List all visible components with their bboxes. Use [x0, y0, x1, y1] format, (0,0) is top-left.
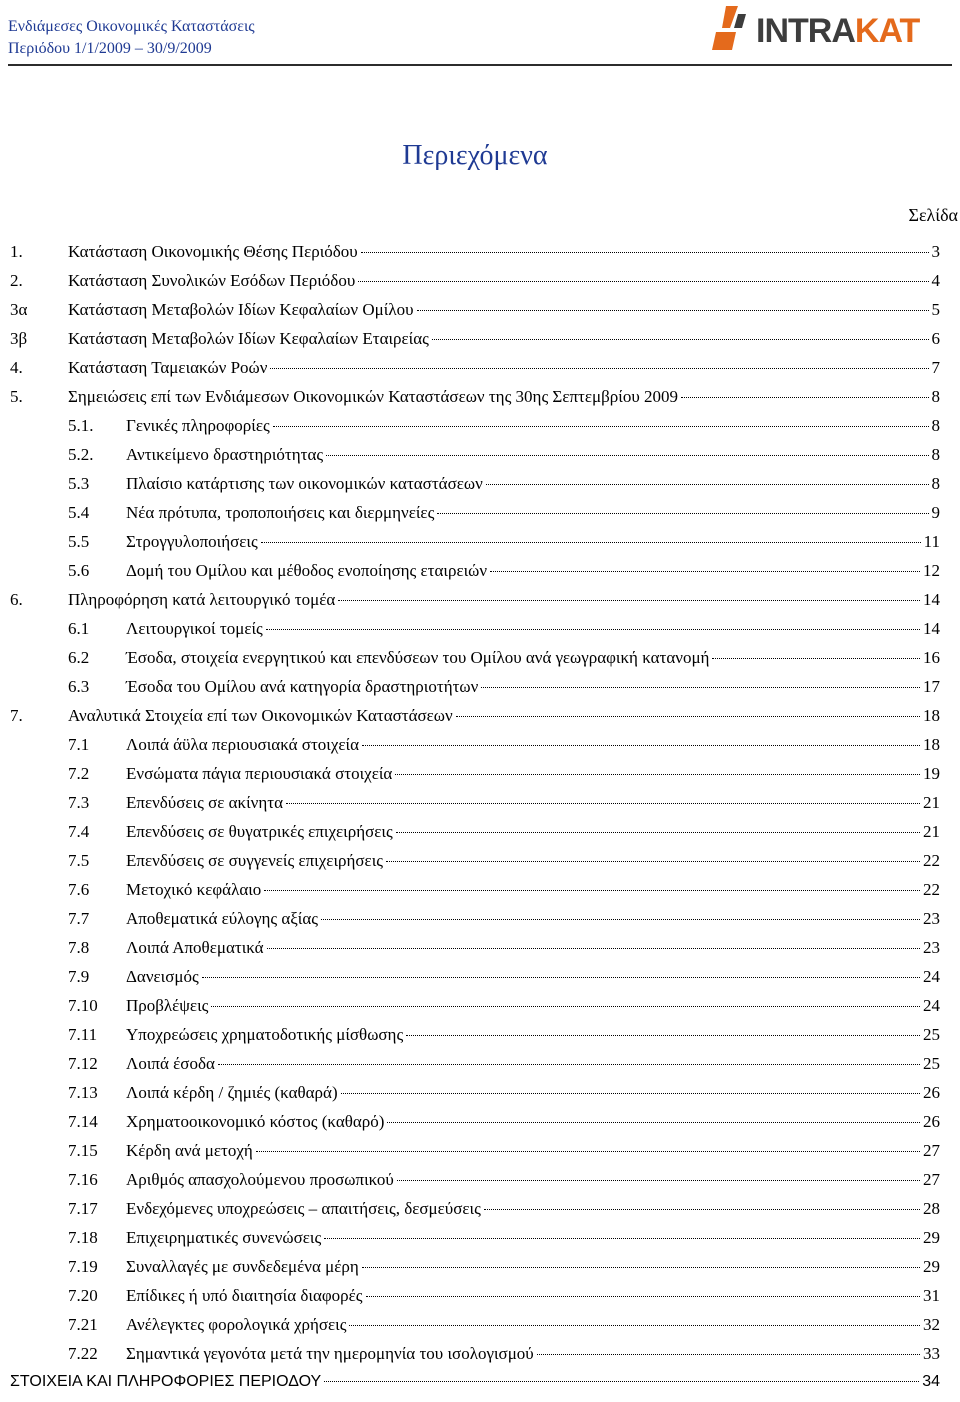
dot-leader — [387, 1122, 920, 1123]
dot-leader — [261, 542, 921, 543]
dot-leader — [324, 1381, 919, 1382]
toc-entry-page: 33 — [923, 1344, 940, 1363]
company-logo — [712, 6, 942, 52]
toc-entry[interactable] — [0, 648, 940, 677]
dot-leader — [338, 600, 920, 601]
toc-entry-page: 12 — [923, 561, 940, 580]
toc-entry-title: Λοιπά άϋλα περιουσιακά στοιχεία — [126, 735, 360, 754]
dot-leader — [324, 1238, 920, 1239]
toc-entry-number: 7.15 — [68, 1141, 98, 1160]
toc-entry-title: Πλαίσιο κατάρτισης των οικονομικών καταστάσεων — [126, 474, 483, 493]
dot-leader — [396, 832, 920, 833]
dot-leader — [264, 890, 920, 891]
toc-entry-number: 7.9 — [68, 967, 90, 986]
toc-entry[interactable] — [0, 387, 940, 416]
toc-entry[interactable] — [0, 706, 940, 735]
toc-entry-page: 4 — [931, 271, 940, 290]
toc-entry[interactable] — [0, 329, 940, 358]
toc-entry-page: 18 — [923, 735, 940, 754]
toc-entry-number: 7.14 — [68, 1112, 98, 1131]
toc-entry-number: 7.13 — [68, 1083, 98, 1102]
dot-leader — [256, 1151, 920, 1152]
toc-entry-page: 29 — [923, 1228, 940, 1247]
toc-entry-page: 11 — [923, 532, 940, 551]
toc-entry-title: Μετοχικό κεφάλαιο — [126, 880, 262, 899]
toc-entry[interactable] — [0, 300, 940, 329]
toc-entry-title: Χρηματοοικονομικό κόστος (καθαρό) — [126, 1112, 385, 1131]
header-divider — [8, 64, 952, 66]
toc-entry-title: Προβλέψεις — [126, 996, 209, 1015]
toc-entry-page: 28 — [923, 1199, 940, 1218]
toc-entry-title: Λοιπά κέρδη / ζημιές (καθαρά) — [126, 1083, 338, 1102]
dot-leader — [341, 1093, 920, 1094]
dot-leader — [321, 919, 920, 920]
toc-entry-page: 8 — [931, 387, 940, 406]
toc-entry-title: Αριθμός απασχολούμενου προσωπικού — [126, 1170, 394, 1189]
toc-entry-page: 8 — [931, 474, 940, 493]
toc-entry-number: 4. — [10, 358, 23, 377]
toc-entry-page: 32 — [923, 1315, 940, 1334]
toc-entry-page: 14 — [923, 619, 940, 638]
dot-leader — [395, 774, 920, 775]
toc-entry[interactable] — [0, 1344, 940, 1373]
toc-entry-page: 21 — [923, 793, 940, 812]
dot-leader — [537, 1354, 920, 1355]
toc-entry-number: 7.2 — [68, 764, 90, 783]
toc-entry-title: Σημειώσεις επί των Ενδιάμεσων Οικονομικών Καταστάσεων της 30ης Σεπτεμβρίου 2009 — [68, 387, 678, 406]
logo-wordmark: INTRAKAT — [756, 12, 920, 50]
toc-entry[interactable] — [0, 561, 940, 590]
toc-entry-title: Επενδύσεις σε θυγατρικές επιχειρήσεις — [126, 822, 393, 841]
dot-leader — [326, 455, 928, 456]
toc-entry-page: 14 — [923, 590, 940, 609]
toc-entry-page: 26 — [923, 1083, 940, 1102]
toc-entry-number: 7. — [10, 706, 23, 725]
toc-entry-page: 34 — [922, 1373, 940, 1390]
toc-entry[interactable] — [0, 1025, 940, 1054]
dot-leader — [681, 397, 929, 398]
toc-entry-title: Επενδύσεις σε συγγενείς επιχειρήσεις — [126, 851, 384, 870]
toc-entry-page: 27 — [923, 1141, 940, 1160]
toc-entry[interactable] — [0, 503, 940, 532]
toc-entry-number: 7.22 — [68, 1344, 98, 1363]
toc-entry-number: 5.5 — [68, 532, 90, 551]
toc-entry-title: Λοιπά Αποθεματικά — [126, 938, 264, 957]
toc-entry-number: 5.1. — [68, 416, 94, 435]
toc-entry-number: 5. — [10, 387, 23, 406]
toc-entry-number: 6.2 — [68, 648, 90, 667]
dot-leader — [361, 252, 929, 253]
toc-entry[interactable] — [0, 1373, 940, 1402]
toc-entry-page: 22 — [923, 880, 940, 899]
dot-leader — [366, 1296, 920, 1297]
table-of-contents — [0, 242, 940, 1402]
toc-entry-number: 7.8 — [68, 938, 90, 957]
toc-entry-title: Επενδύσεις σε ακίνητα — [126, 793, 283, 812]
toc-entry-title: Δομή του Ομίλου και μέθοδος ενοποίησης εταιρειών — [126, 561, 488, 580]
header-period: Περιόδου 1/1/2009 – 30/9/2009 — [8, 40, 212, 57]
header-title: Ενδιάμεσες Οικονομικές Καταστάσεις — [8, 18, 255, 35]
toc-entry-page: 8 — [931, 445, 940, 464]
toc-entry-number: 7.5 — [68, 851, 90, 870]
toc-entry-page: 25 — [923, 1054, 940, 1073]
toc-entry-number: 5.2. — [68, 445, 94, 464]
toc-entry-page: 8 — [931, 416, 940, 435]
toc-entry-title: Νέα πρότυπα, τροποποιήσεις και διερμηνείες — [126, 503, 435, 522]
toc-entry[interactable] — [0, 1286, 940, 1315]
toc-entry-title: Κατάσταση Οικονομικής Θέσης Περιόδου — [68, 242, 358, 261]
toc-entry-page: 5 — [931, 300, 940, 319]
toc-entry-number: 1. — [10, 242, 23, 261]
toc-entry-title: Ενσώματα πάγια περιουσιακά στοιχεία — [126, 764, 393, 783]
toc-entry-number: 7.1 — [68, 735, 90, 754]
toc-entry-number: 7.7 — [68, 909, 90, 928]
toc-entry-number: 7.4 — [68, 822, 90, 841]
toc-entry-page: 31 — [923, 1286, 940, 1305]
toc-entry[interactable] — [0, 909, 940, 938]
toc-entry[interactable] — [0, 271, 940, 300]
toc-entry-page: 19 — [923, 764, 940, 783]
toc-entry-title: Ενδεχόμενες υποχρεώσεις – απαιτήσεις, δεσμεύσεις — [126, 1199, 481, 1218]
toc-entry[interactable] — [0, 1199, 940, 1228]
toc-entry-number: 7.3 — [68, 793, 90, 812]
toc-entry-number: 7.18 — [68, 1228, 98, 1247]
dot-leader — [417, 310, 929, 311]
toc-entry-number: 6.3 — [68, 677, 90, 696]
toc-entry-number: 3α — [10, 300, 28, 319]
dot-leader — [386, 861, 920, 862]
logo-mark-icon — [712, 6, 748, 50]
dot-leader — [397, 1180, 920, 1181]
toc-entry[interactable] — [0, 1170, 940, 1199]
toc-entry-title: Λειτουργικοί τομείς — [126, 619, 263, 638]
toc-entry-title: Έσοδα του Ομίλου ανά κατηγορία δραστηριοτήτων — [126, 677, 479, 696]
toc-entry-number: 3β — [10, 329, 28, 348]
toc-entry[interactable] — [0, 1054, 940, 1083]
toc-entry-number: 6.1 — [68, 619, 90, 638]
toc-entry[interactable] — [0, 445, 940, 474]
toc-entry[interactable] — [0, 1141, 940, 1170]
dot-leader — [267, 948, 920, 949]
toc-entry-number: 7.16 — [68, 1170, 98, 1189]
toc-entry-title: Κατάσταση Συνολικών Εσόδων Περιόδου — [68, 271, 356, 290]
toc-entry-title: Λοιπά έσοδα — [126, 1054, 215, 1073]
toc-entry-number: 6. — [10, 590, 23, 609]
toc-entry-number: 7.6 — [68, 880, 90, 899]
dot-leader — [484, 1209, 920, 1210]
toc-entry-title: ΣΤΟΙΧΕΙΑ ΚΑΙ ΠΛΗΡΟΦΟΡΙΕΣ ΠΕΡΙΟΔΟΥ — [10, 1373, 322, 1390]
toc-entry-page: 6 — [931, 329, 940, 348]
dot-leader — [432, 339, 929, 340]
dot-leader — [273, 426, 929, 427]
toc-entry[interactable] — [0, 967, 940, 996]
dot-leader — [362, 745, 920, 746]
toc-entry[interactable] — [0, 1315, 940, 1344]
dot-leader — [286, 803, 920, 804]
toc-entry[interactable] — [0, 1112, 940, 1141]
dot-leader — [406, 1035, 920, 1036]
dot-leader — [202, 977, 920, 978]
toc-entry-title: Κατάσταση Μεταβολών Ιδίων Κεφαλαίων Εταιρείας — [68, 329, 429, 348]
toc-entry[interactable] — [0, 764, 940, 793]
dot-leader — [266, 629, 920, 630]
toc-entry[interactable] — [0, 793, 940, 822]
toc-entry-page: 9 — [931, 503, 940, 522]
toc-entry[interactable] — [0, 822, 940, 851]
toc-entry[interactable] — [0, 474, 940, 503]
toc-entry-page: 7 — [931, 358, 940, 377]
toc-entry[interactable] — [0, 851, 940, 880]
toc-entry-title: Πληροφόρηση κατά λειτουργικό τομέα — [68, 590, 336, 609]
toc-entry[interactable] — [0, 1228, 940, 1257]
toc-entry-page: 24 — [923, 967, 940, 986]
toc-entry[interactable] — [0, 735, 940, 764]
toc-entry-title: Κέρδη ανά μετοχή — [126, 1141, 253, 1160]
document-header — [8, 16, 255, 60]
toc-entry-number: 2. — [10, 271, 23, 290]
toc-entry-page: 23 — [923, 909, 940, 928]
toc-entry-title: Έσοδα, στοιχεία ενεργητικού και επενδύσεων του Ομίλου ανά γεωγραφική κατανομή — [126, 648, 710, 667]
toc-entry-title: Δανεισμός — [126, 967, 199, 986]
toc-entry-number: 7.21 — [68, 1315, 98, 1334]
toc-entry-number: 7.12 — [68, 1054, 98, 1073]
dot-leader — [218, 1064, 920, 1065]
toc-entry-title: Κατάσταση Ταμειακών Ροών — [68, 358, 268, 377]
toc-entry-page: 29 — [923, 1257, 940, 1276]
toc-entry[interactable] — [0, 242, 940, 271]
dot-leader — [211, 1006, 920, 1007]
toc-entry-title: Υποχρεώσεις χρηματοδοτικής μίσθωσης — [126, 1025, 404, 1044]
toc-entry-title: Ανέλεγκτες φορολογικά χρήσεις — [126, 1315, 347, 1334]
dot-leader — [712, 658, 920, 659]
toc-entry-number: 5.3 — [68, 474, 90, 493]
dot-leader — [456, 716, 920, 717]
toc-entry[interactable] — [0, 1257, 940, 1286]
toc-entry[interactable] — [0, 416, 940, 445]
toc-entry-number: 7.20 — [68, 1286, 98, 1305]
dot-leader — [270, 368, 928, 369]
toc-entry[interactable] — [0, 619, 940, 648]
toc-entry-page: 22 — [923, 851, 940, 870]
toc-entry-page: 27 — [923, 1170, 940, 1189]
toc-entry-page: 24 — [923, 996, 940, 1015]
dot-leader — [437, 513, 928, 514]
toc-entry-title: Αναλυτικά Στοιχεία επί των Οικονομικών Καταστάσεων — [68, 706, 453, 725]
toc-entry[interactable] — [0, 938, 940, 967]
toc-entry-title: Επιχειρηματικές συνενώσεις — [126, 1228, 322, 1247]
dot-leader — [490, 571, 920, 572]
page-column-header: Σελίδα — [908, 205, 958, 225]
toc-entry-title: Συναλλαγές με συνδεδεμένα μέρη — [126, 1257, 359, 1276]
toc-entry-title: Αποθεματικά εύλογης αξίας — [126, 909, 319, 928]
toc-entry-page: 25 — [923, 1025, 940, 1044]
dot-leader — [349, 1325, 920, 1326]
dot-leader — [358, 281, 928, 282]
toc-entry-title: Στρογγυλοποιήσεις — [126, 532, 258, 551]
toc-entry-title: Κατάσταση Μεταβολών Ιδίων Κεφαλαίων Ομίλου — [68, 300, 414, 319]
toc-entry-title: Σημαντικά γεγονότα μετά την ημερομηνία του ισολογισμού — [126, 1344, 534, 1363]
toc-entry-title: Γενικές πληροφορίες — [126, 416, 270, 435]
toc-entry-page: 16 — [923, 648, 940, 667]
toc-entry-title: Επίδικες ή υπό διαιτησία διαφορές — [126, 1286, 363, 1305]
dot-leader — [486, 484, 929, 485]
toc-entry-page: 3 — [931, 242, 940, 261]
toc-entry[interactable] — [0, 677, 940, 706]
toc-entry-number: 5.4 — [68, 503, 90, 522]
dot-leader — [481, 687, 920, 688]
toc-entry-page: 21 — [923, 822, 940, 841]
toc-entry[interactable] — [0, 1083, 940, 1112]
toc-entry-number: 7.17 — [68, 1199, 98, 1218]
toc-entry-number: 7.19 — [68, 1257, 98, 1276]
toc-entry[interactable] — [0, 590, 940, 619]
toc-entry[interactable] — [0, 532, 940, 561]
dot-leader — [362, 1267, 920, 1268]
toc-entry[interactable] — [0, 996, 940, 1025]
toc-entry-number: 5.6 — [68, 561, 90, 580]
toc-entry[interactable] — [0, 358, 940, 387]
page-title: Περιεχόμενα — [402, 140, 548, 171]
toc-entry-title: Αντικείμενο δραστηριότητας — [126, 445, 324, 464]
toc-entry-page: 17 — [923, 677, 940, 696]
toc-entry-page: 23 — [923, 938, 940, 957]
toc-entry-number: 7.10 — [68, 996, 98, 1015]
toc-entry-page: 18 — [923, 706, 940, 725]
toc-entry-page: 26 — [923, 1112, 940, 1131]
toc-entry-number: 7.11 — [68, 1025, 98, 1044]
toc-entry[interactable] — [0, 880, 940, 909]
